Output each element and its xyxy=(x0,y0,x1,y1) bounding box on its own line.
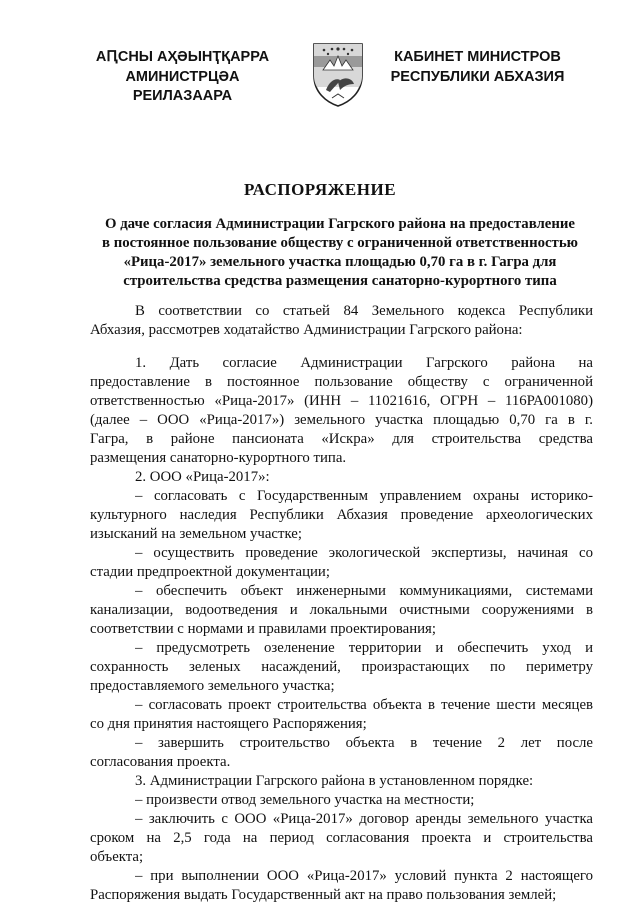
body-line: – предусмотреть озеленение территории и обеспечить уход и xyxy=(135,640,593,656)
body-line: стадии предпроектной документации; xyxy=(90,564,330,580)
body-line: В соответствии со статьей 84 Земельного кодекса Республики xyxy=(135,303,593,319)
body-line: – обеспечить объект инженерными коммуникациями, системами xyxy=(135,583,593,599)
header-left-line-1: АԤСНЫ АҲӘЫНҬҚАРРА xyxy=(95,49,270,65)
body-line: культурного наследия Республики Абхазия проведение археологических xyxy=(90,507,593,523)
body-line: изысканий на земельном участке; xyxy=(90,526,302,542)
body-line: канализации, водоотведения и локальными очистными сооружениями в xyxy=(90,602,593,618)
body-line: 1. Дать согласие Администрации Гагрского района на xyxy=(135,355,593,371)
body-line: ответственностью «Рица-2017» (ИНН – 11021616, ОГРН – 116РА001080) xyxy=(90,393,593,409)
body-line: 2. ООО «Рица-2017»: xyxy=(135,469,270,485)
body-line: предоставление в постоянное пользование обществу с ограниченной xyxy=(90,374,593,390)
body-line: Гагра, в районе пансионата «Искра» для строительства средства xyxy=(90,431,593,447)
body-line: сроком на 2,5 года на период согласования проекта и строительства xyxy=(90,830,593,846)
body-line: – при выполнении ООО «Рица-2017» условий пункта 2 настоящего xyxy=(135,868,593,884)
subject-line: строительства средства размещения санаторно-курортного типа xyxy=(123,273,557,289)
body-line: сохранность зеленых насаждений, произрастающих по периметру xyxy=(90,659,593,675)
body-line: Распоряжения выдать Государственный акт на право пользования землей; xyxy=(90,887,557,903)
body-line: предоставляемого земельного участка; xyxy=(90,678,335,694)
body-line: (далее – ООО «Рица-2017») земельного участка площадью 0,70 га в г. xyxy=(90,412,593,428)
body-line: – завершить строительство объекта в течение 2 лет после xyxy=(135,735,593,751)
body-line: – согласовать с Государственным управлением охраны историко- xyxy=(135,488,593,504)
subject-line: «Рица-2017» земельного участка площадью 0,70 га в г. Гагра для xyxy=(123,254,557,270)
body-line: – заключить с ООО «Рица-2017» договор аренды земельного участка xyxy=(135,811,593,827)
subject-line: в постоянное пользование обществу с ограниченной ответственностью xyxy=(102,235,578,251)
body-line: соответствии с нормами и правилами проектирования; xyxy=(90,621,436,637)
body-line: – произвести отвод земельного участка на местности; xyxy=(135,792,475,808)
header-left-line-2: АМИНИСТРЦӘА РЕИЛАЗААРА xyxy=(125,69,240,104)
body-line: – согласовать проект строительства объекта в течение шести месяцев xyxy=(135,697,593,713)
body-line: объекта; xyxy=(90,849,144,865)
body-line: 3. Администрации Гагрского района в установленном порядке: xyxy=(135,773,534,789)
body-line: – осуществить проведение экологической экспертизы, начиная со xyxy=(135,545,593,561)
body-line: со дня принятия настоящего Распоряжения; xyxy=(90,716,367,732)
document-title: РАСПОРЯЖЕНИЕ xyxy=(243,180,397,199)
body-line: Абхазия, рассмотрев ходатайство Администрации Гагрского района: xyxy=(90,322,523,338)
subject-line: О даче согласия Администрации Гагрского района на предоставление xyxy=(104,216,575,232)
coat-of-arms-icon xyxy=(308,40,368,108)
header-right-line-2: РЕСПУБЛИКИ АБХАЗИЯ xyxy=(390,69,565,85)
header-right-line-1: КАБИНЕТ МИНИСТРОВ xyxy=(394,49,561,65)
body-line: согласования проекта. xyxy=(90,754,231,770)
body-line: размещения санаторно-курортного типа. xyxy=(90,450,347,466)
